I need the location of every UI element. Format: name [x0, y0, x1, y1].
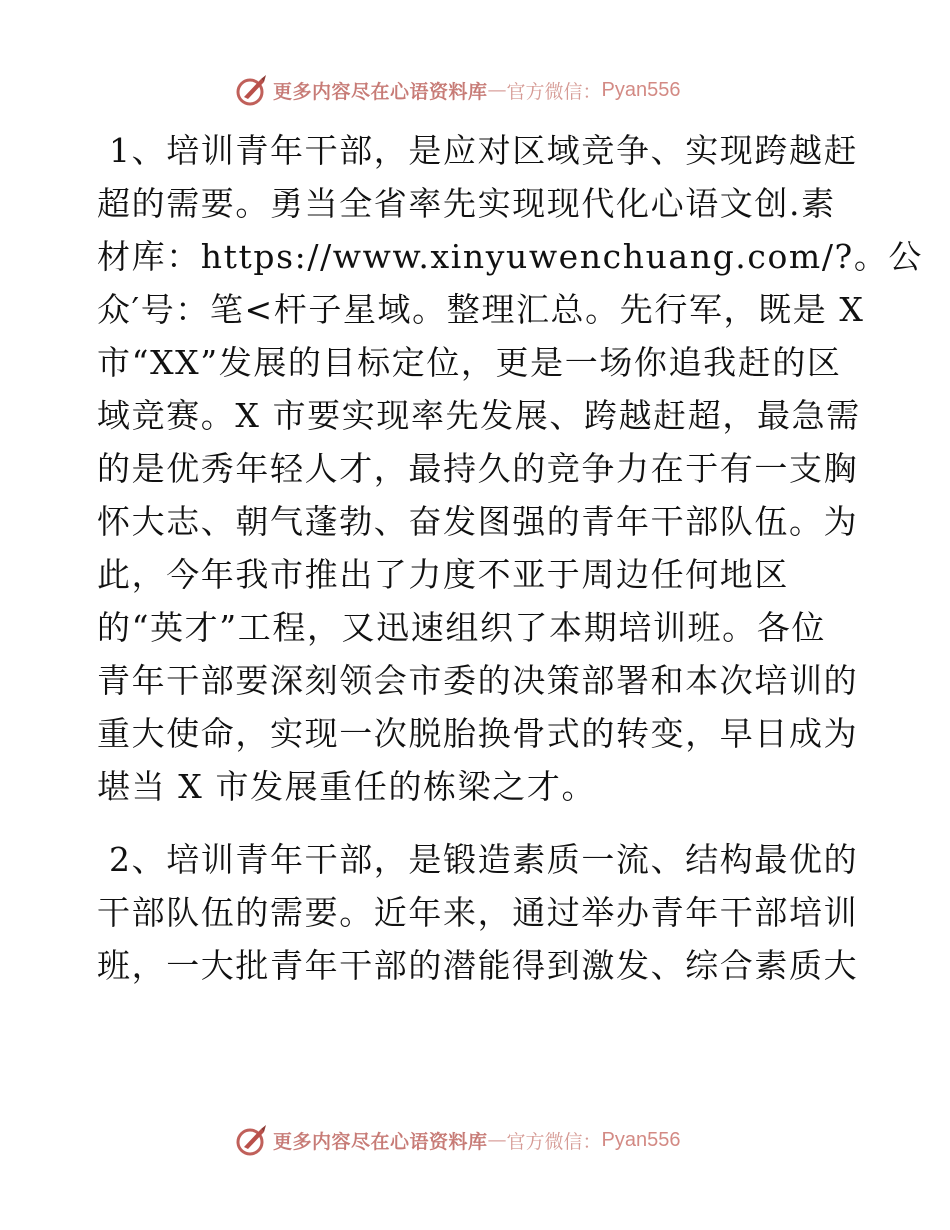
header-banner [235, 70, 715, 110]
banner-wechat-id: Pyan556 [601, 78, 681, 101]
banner-separator: — [487, 1129, 507, 1151]
banner-wechat-label: 官方微信： [506, 1130, 602, 1153]
text-line: 堪当 X 市发展重任的栋梁之才。 [97, 767, 597, 806]
text-line: 市“XX”发展的目标定位，更是一场你追我赶的区 [97, 343, 842, 382]
text-line: 2、培训青年干部，是锻造素质一流、结构最优的 [109, 840, 859, 879]
banner-title: 更多内容尽在心语资料库 [273, 1130, 488, 1153]
text-line: 重大使命，实现一次脱胎换骨式的转变，早日成为 [97, 714, 859, 753]
banner-wechat-label: 官方微信： [506, 80, 602, 103]
text-line: 超的需要。勇当全省率先实现现代化心语文创.素 [97, 184, 836, 223]
document-body [97, 124, 924, 992]
quill-logo-icon [235, 73, 269, 107]
paragraph-spacer [97, 813, 857, 833]
text-line: 1、培训青年干部，是应对区域竞争、实现跨越赶 [109, 131, 859, 170]
text-line: 域竞赛。X 市要实现率先发展、跨越赶超，最急需 [97, 396, 861, 435]
paragraph-1 [97, 124, 924, 813]
text-line: 青年干部要深刻领会市委的决策部署和本次培训的 [97, 661, 859, 700]
banner-title: 更多内容尽在心语资料库 [273, 80, 488, 103]
text-line: 班，一大批青年干部的潜能得到激发、综合素质大 [97, 946, 859, 985]
text-line: 的是优秀年轻人才，最持久的竞争力在于有一支胸 [97, 449, 859, 488]
quill-logo-icon [235, 1123, 269, 1157]
footer-banner [235, 1120, 715, 1160]
banner-wechat-id: Pyan556 [601, 1128, 681, 1151]
text-line: 的“英才”工程，又迅速组织了本期培训班。各位 [97, 608, 826, 647]
banner-separator: — [487, 79, 507, 101]
text-line: 怀大志、朝气蓬勃、奋发图强的青年干部队伍。为 [97, 502, 859, 541]
paragraph-2 [97, 833, 857, 992]
text-line: 干部队伍的需要。近年来，通过举办青年干部培训 [97, 893, 859, 932]
text-line: 众′号：笔<杆子星域。整理汇总。先行军，既是 X [97, 290, 865, 329]
text-line: 此，今年我市推出了力度不亚于周边任何地区 [97, 555, 789, 594]
text-line: 材库：https://www.xinyuwenchuang.com/?。公 [97, 237, 924, 276]
